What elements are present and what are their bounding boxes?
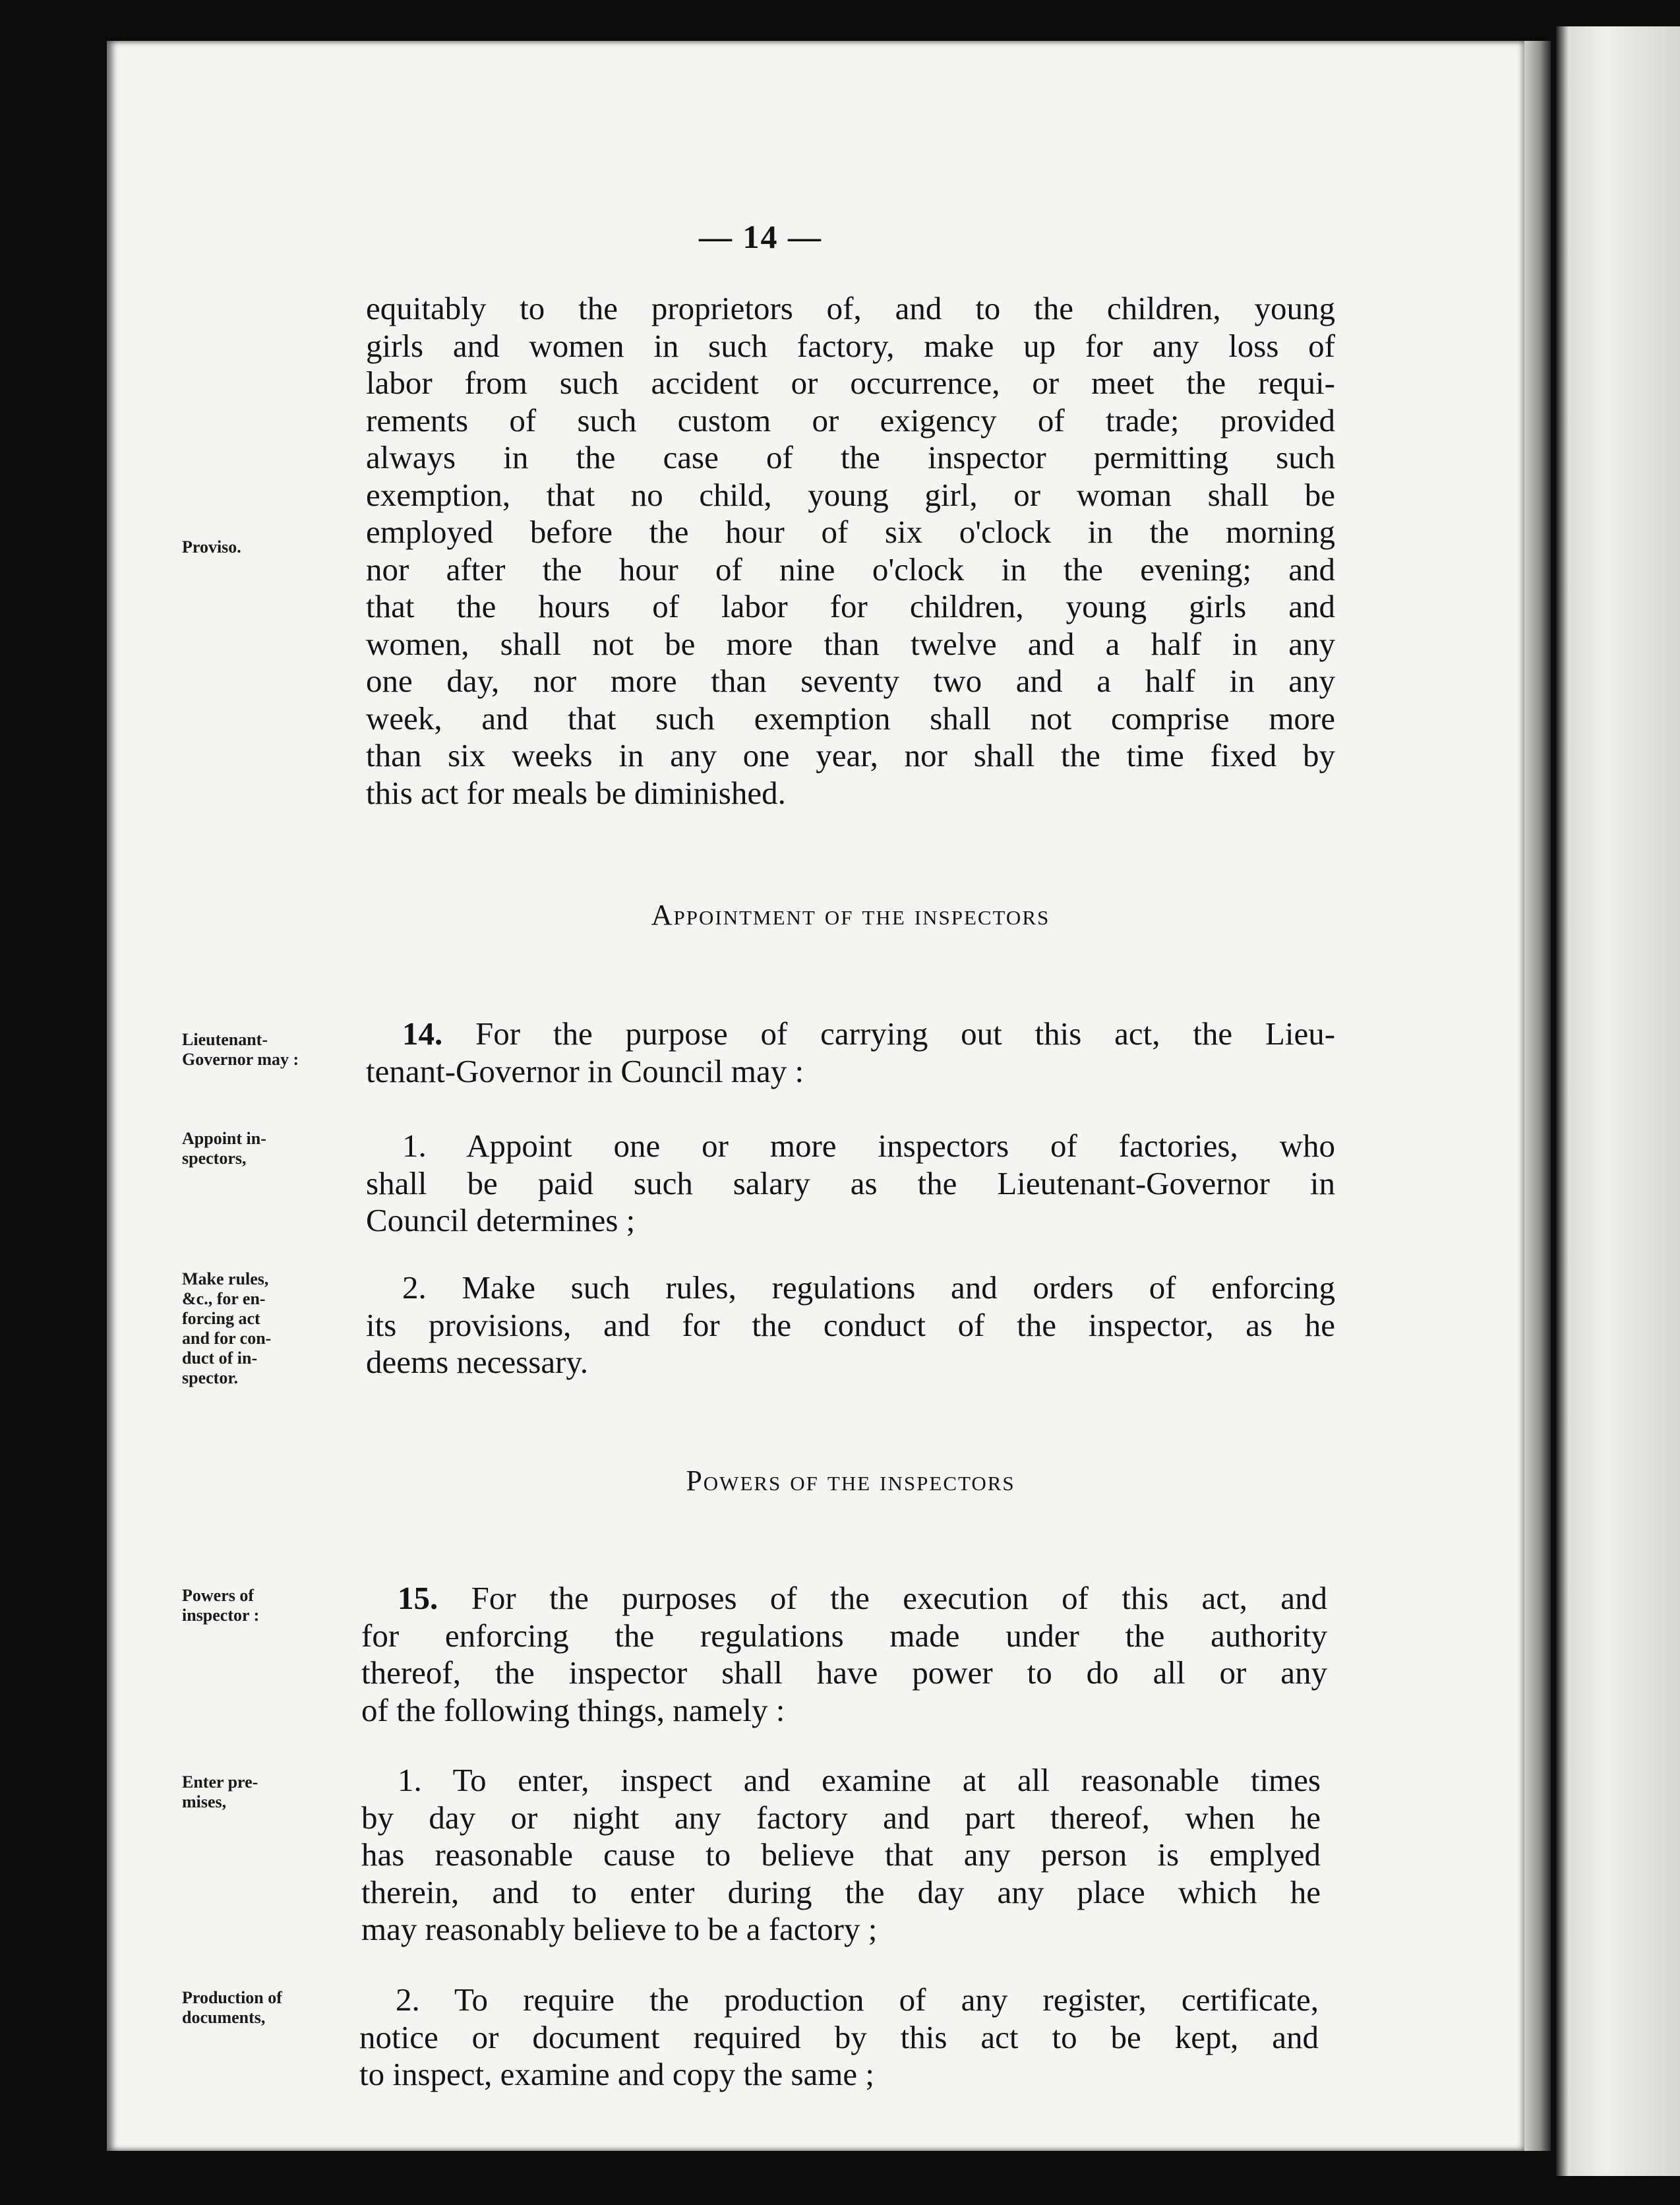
text-line: for enforcing the regulations made under the authority [361,1617,1327,1654]
section-15-paragraph [361,1580,1327,1729]
text-line: Council determines ; [366,1202,636,1238]
section-number: 15. [398,1580,438,1616]
text-line: deems necessary. [366,1344,588,1380]
text-line: one day, nor more than seventy two and a half in any [366,663,1335,699]
section-heading-appointment: Appointment of the inspectors [651,899,1050,931]
text-line: notice or document required by this act to be kept, and [359,2018,1319,2055]
margin-note-line: Governor may : [182,1050,299,1069]
margin-note-line: duct of in- [182,1348,258,1368]
margin-note-line: and for con- [182,1329,272,1348]
margin-note-line: spectors, [182,1149,247,1168]
text-line: labor from such accident or occurrence, or meet the requi- [366,365,1335,401]
text-line: its provisions, and for the conduct of the inspector, as he [366,1306,1335,1343]
margin-note-proviso [182,537,340,557]
text-line: always in the case of the inspector permitting such [366,439,1335,475]
margin-note-line: Proviso. [182,537,241,557]
margin-note-line: Appoint in- [182,1129,266,1148]
margin-note-line: Powers of [182,1586,255,1605]
margin-note-production-of-documents [182,1988,340,2028]
text-line: week, and that such exemption shall not comprise more [366,700,1335,737]
section-number: 14. [402,1015,443,1052]
margin-note-powers-of-inspector [182,1586,340,1625]
section-14-item-1 [366,1128,1335,1240]
text-line: employed before the hour of six o'clock in the morning [366,514,1335,550]
text-line: to inspect, examine and copy the same ; [359,2056,875,2092]
text-line: thereof, the inspector shall have power to do all or any [361,1654,1327,1691]
margin-note-line: mises, [182,1792,227,1811]
margin-note-line: Enter pre- [182,1772,258,1792]
text-line [361,1580,1327,1617]
section-15-item-1 [361,1762,1321,1948]
margin-note-line: documents, [182,2008,266,2027]
text-line: that the hours of labor for children, young girls and [366,588,1335,624]
text-line: than six weeks in any one year, nor shall the time fixed by [366,737,1335,773]
text-line: by day or night any factory and part thereof, when he [361,1799,1321,1836]
text-line: exemption, that no child, young girl, or woman shall be [366,476,1335,513]
text-line: this act for meals be diminished. [366,774,786,811]
text-line: shall be paid such salary as the Lieutenant-Governor in [366,1164,1335,1201]
margin-note-make-rules [182,1269,340,1388]
section-14-item-2 [366,1269,1335,1381]
text-line [366,1015,1335,1053]
text-line: women, shall not be more than twelve and a half in any [366,625,1335,662]
text-line: girls and women in such factory, make up for any loss of [366,327,1335,364]
margin-note-lieutenant-governor [182,1030,340,1070]
text-line: 2. Make such rules, regulations and orders of enforcing [402,1269,1335,1306]
page-edge-shadow [1524,41,1551,2151]
margin-note-line: spector. [182,1368,238,1387]
margin-note-line: forcing act [182,1309,260,1328]
text-line: 2. To require the production of any register, certificate, [396,1981,1319,2018]
text-line: has reasonable cause to believe that any person is emplyed [361,1836,1321,1873]
section-heading-powers: Powers of the inspectors [686,1465,1015,1497]
text-line: equitably to the proprietors of, and to the children, young [366,290,1335,326]
text-line-content: For the purpose of carrying out this act, the Lieu- [475,1015,1336,1052]
margin-note-line: Production of [182,1988,282,2007]
section-15-item-2 [359,1981,1319,2094]
text-line-content: For the purposes of the execution of this act, and [471,1580,1327,1616]
text-line: of the following things, namely : [361,1691,785,1728]
margin-note-line: &c., for en- [182,1289,266,1308]
text-line: rements of such custom or exigency of trade; provided [366,402,1335,438]
margin-note-line: Lieutenant- [182,1030,268,1049]
margin-note-appoint-inspectors [182,1129,340,1168]
text-line: may reasonably believe to be a factory ; [361,1911,878,1947]
continuation-paragraph [366,290,1335,812]
page-number: — 14 — [699,218,822,255]
text-line: tenant-Governor in Council may : [366,1052,804,1089]
text-line: nor after the hour of nine o'clock in the evening; and [366,551,1335,588]
section-14-paragraph [366,1015,1335,1090]
text-line: 1. To enter, inspect and examine at all reasonable times [398,1762,1321,1798]
margin-note-line: inspector : [182,1606,260,1625]
margin-note-enter-premises [182,1772,340,1812]
text-line: 1. Appoint one or more inspectors of factories, who [402,1128,1335,1164]
text-line: therein, and to enter during the day any place which he [361,1873,1321,1910]
adjacent-page-strip [1556,26,1680,2176]
margin-note-line: Make rules, [182,1269,269,1288]
